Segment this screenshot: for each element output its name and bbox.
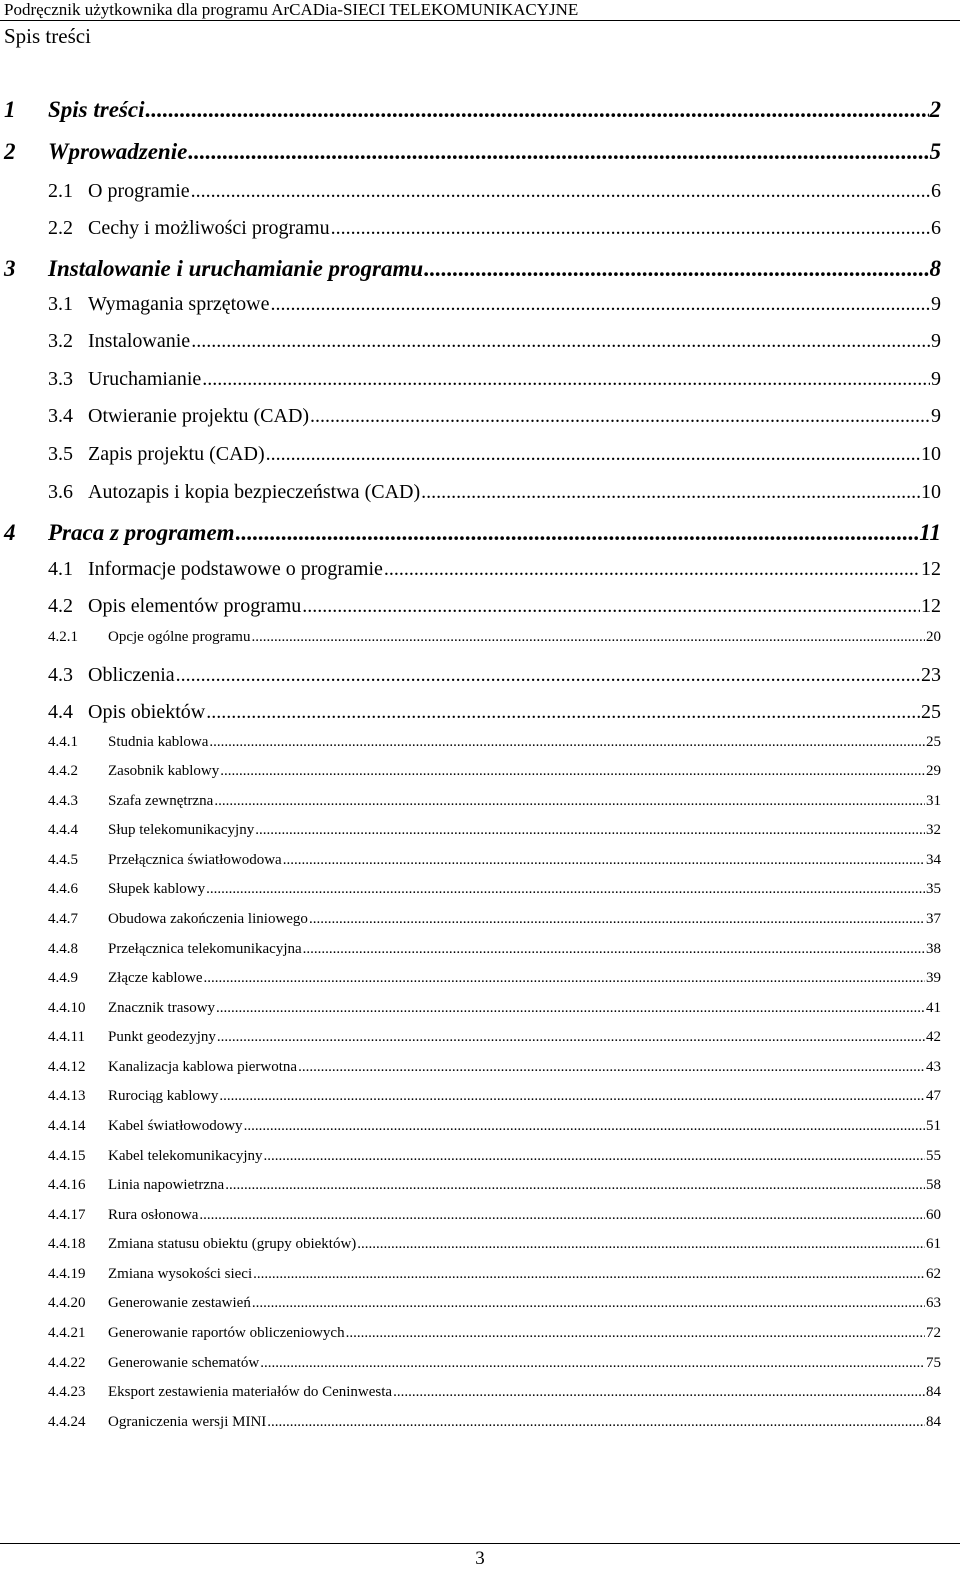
toc-entry-page: 8 [929, 256, 941, 281]
toc-entry-page: 6 [931, 217, 941, 239]
toc-entry[interactable] [48, 443, 941, 469]
toc-entry-number: 4.4.15 [48, 1148, 86, 1164]
toc-leader-dots [260, 1355, 925, 1372]
toc-entry-page: 23 [921, 664, 941, 686]
toc-entry-title: Studnia kablowa [108, 734, 209, 750]
toc-entry-title: Rura osłonowa [108, 1207, 199, 1223]
section-name: Spis treści [4, 24, 91, 48]
toc-leader-dots [283, 852, 925, 869]
toc-entry-page: 35 [926, 881, 941, 897]
toc-entry[interactable] [48, 734, 941, 760]
toc-leader-dots [236, 520, 919, 546]
toc-leader-dots [199, 1207, 925, 1224]
toc-leader-dots [303, 941, 925, 958]
toc-entry[interactable] [4, 97, 941, 123]
toc-entry-title: Rurociąg kablowy [108, 1088, 219, 1104]
toc-leader-dots [255, 822, 925, 839]
toc-entry-title: Ograniczenia wersji MINI [108, 1414, 267, 1430]
toc-entry[interactable] [48, 1384, 941, 1410]
toc-entry-page: 25 [921, 701, 941, 723]
toc-entry-number: 4.4.1 [48, 734, 78, 750]
toc-entry-number: 2.1 [48, 180, 73, 202]
toc-leader-dots [202, 368, 930, 391]
toc-leader-dots [424, 256, 928, 282]
toc-entry[interactable] [48, 664, 941, 690]
toc-entry-number: 4.4.20 [48, 1295, 86, 1311]
toc-leader-dots [384, 558, 920, 581]
toc-entry[interactable] [48, 1207, 941, 1233]
toc-entry-title: Zmiana wysokości sieci [108, 1266, 253, 1282]
toc-entry-page: 5 [929, 139, 941, 164]
toc-entry[interactable] [48, 558, 941, 584]
toc-entry[interactable] [48, 1088, 941, 1114]
toc-entry[interactable] [48, 881, 941, 907]
toc-entry-number: 3.1 [48, 293, 73, 315]
toc-entry-title: Autozapis i kopia bezpieczeństwa (CAD) [88, 481, 421, 503]
footer-divider [0, 1543, 960, 1544]
toc-entry-title: Znacznik trasowy [108, 1000, 216, 1016]
toc-entry-page: 60 [926, 1207, 941, 1223]
toc-entry[interactable] [4, 256, 941, 282]
toc-leader-dots [206, 881, 925, 898]
toc-entry-page: 10 [921, 481, 941, 503]
toc-entry[interactable] [48, 763, 941, 789]
toc-leader-dots [252, 1295, 925, 1312]
toc-entry-page: 51 [926, 1118, 941, 1134]
toc-leader-dots [271, 293, 931, 316]
toc-leader-dots [217, 1029, 925, 1046]
toc-leader-dots [204, 970, 925, 987]
toc-entry-title: Zapis projektu (CAD) [88, 443, 265, 465]
toc-entry-title: Wprowadzenie [48, 139, 188, 164]
toc-entry[interactable] [48, 595, 941, 621]
toc-leader-dots [357, 1236, 925, 1253]
toc-entry-number: 3.4 [48, 405, 73, 427]
toc-entry-page: 43 [926, 1059, 941, 1075]
toc-entry-title: Opis elementów programu [88, 595, 302, 617]
toc-leader-dots [206, 701, 920, 724]
toc-entry-number: 4.2.1 [48, 629, 78, 645]
toc-entry[interactable] [48, 1236, 941, 1262]
toc-entry-number: 4.2 [48, 595, 73, 617]
toc-entry-title: Cechy i możliwości programu [88, 217, 330, 239]
toc-entry-title: Eksport zestawienia materiałów do Ceninwesta [108, 1384, 393, 1400]
toc-entry-number: 3 [4, 256, 16, 281]
toc-entry[interactable] [48, 793, 941, 819]
toc-leader-dots [309, 911, 925, 928]
toc-entry[interactable] [48, 1325, 941, 1351]
toc-entry-number: 4.4.4 [48, 822, 78, 838]
toc-entry-number: 4.4.10 [48, 1000, 86, 1016]
toc-entry-number: 2.2 [48, 217, 73, 239]
toc-entry[interactable] [48, 330, 941, 356]
toc-entry[interactable] [48, 852, 941, 878]
toc-entry-page: 31 [926, 793, 941, 809]
toc-entry-number: 4.4.14 [48, 1118, 86, 1134]
toc-entry-page: 11 [919, 520, 941, 545]
toc-leader-dots [331, 217, 930, 240]
toc-entry[interactable] [48, 701, 941, 727]
toc-leader-dots [219, 1088, 925, 1105]
toc-entry[interactable] [48, 1118, 941, 1144]
toc-entry[interactable] [48, 629, 941, 655]
toc-leader-dots [266, 443, 920, 466]
toc-leader-dots [267, 1414, 925, 1431]
toc-entry-title: Przełącznica telekomunikacyjna [108, 941, 302, 957]
toc-entry-page: 34 [926, 852, 941, 868]
toc-entry-page: 37 [926, 911, 941, 927]
toc-entry-title: Wymagania sprzętowe [88, 293, 270, 315]
toc-entry[interactable] [48, 1177, 941, 1203]
toc-entry-page: 38 [926, 941, 941, 957]
toc-entry-page: 32 [926, 822, 941, 838]
toc-leader-dots [209, 734, 925, 751]
toc-entry-number: 1 [4, 97, 16, 122]
toc-entry-number: 3.2 [48, 330, 73, 352]
toc-entry-page: 9 [931, 330, 941, 352]
toc-entry-page: 9 [931, 405, 941, 427]
toc-entry-number: 4.1 [48, 558, 73, 580]
toc-entry-page: 25 [926, 734, 941, 750]
toc-entry[interactable] [48, 822, 941, 848]
toc-leader-dots [302, 595, 920, 618]
toc-entry-number: 3.5 [48, 443, 73, 465]
toc-entry-title: Przełącznica światłowodowa [108, 852, 282, 868]
toc-leader-dots [251, 629, 925, 646]
toc-entry-number: 4.4.7 [48, 911, 78, 927]
document-header-title: Podręcznik użytkownika dla programu ArCADia-SIECI TELEKOMUNIKACYJNE [4, 0, 579, 19]
toc-entry-number: 4 [4, 520, 16, 545]
toc-entry-number: 4.4.23 [48, 1384, 86, 1400]
toc-entry-page: 6 [931, 180, 941, 202]
toc-entry-page: 75 [926, 1355, 941, 1371]
toc-entry-page: 42 [926, 1029, 941, 1045]
toc-entry-title: Generowanie schematów [108, 1355, 260, 1371]
toc-entry-title: Linia napowietrzna [108, 1177, 225, 1193]
toc-entry-page: 9 [931, 293, 941, 315]
toc-entry-title: Złącze kablowe [108, 970, 203, 986]
toc-leader-dots [225, 1177, 925, 1194]
toc-leader-dots [421, 481, 920, 504]
toc-entry-title: Opis obiektów [88, 701, 206, 723]
toc-leader-dots [244, 1118, 925, 1135]
toc-leader-dots [393, 1384, 925, 1401]
toc-entry[interactable] [48, 941, 941, 967]
toc-entry-number: 4.4.18 [48, 1236, 86, 1252]
toc-entry[interactable] [48, 368, 941, 394]
toc-entry-number: 4.4.2 [48, 763, 78, 779]
page-number: 3 [475, 1548, 485, 1569]
toc-leader-dots [191, 180, 930, 203]
toc-entry-page: 84 [926, 1414, 941, 1430]
toc-entry-number: 4.4.3 [48, 793, 78, 809]
toc-entry[interactable] [48, 1414, 941, 1440]
toc-leader-dots [188, 139, 928, 165]
toc-entry-title: Słup telekomunikacyjny [108, 822, 255, 838]
toc-entry-page: 39 [926, 970, 941, 986]
toc-entry-number: 3.6 [48, 481, 73, 503]
toc-leader-dots [216, 1000, 925, 1017]
toc-entry[interactable] [48, 1029, 941, 1055]
toc-entry[interactable] [48, 180, 941, 206]
toc-entry-title: Obliczenia [88, 664, 175, 686]
toc-entry-title: Instalowanie i uruchamianie programu [48, 256, 424, 281]
toc-entry-title: Instalowanie [88, 330, 191, 352]
toc-entry-page: 20 [926, 629, 941, 645]
toc-entry[interactable] [48, 970, 941, 996]
toc-leader-dots [310, 405, 930, 428]
toc-entry-number: 4.4.17 [48, 1207, 86, 1223]
toc-entry-title: Uruchamianie [88, 368, 202, 390]
toc-entry-page: 58 [926, 1177, 941, 1193]
toc-entry-number: 4.4.22 [48, 1355, 86, 1371]
toc-entry[interactable] [48, 481, 941, 507]
toc-entry-title: Praca z programem [48, 520, 235, 545]
toc-leader-dots [264, 1148, 925, 1165]
toc-entry-page: 12 [921, 595, 941, 617]
toc-leader-dots [214, 793, 925, 810]
toc-entry[interactable] [48, 1148, 941, 1174]
toc-entry[interactable] [48, 405, 941, 431]
toc-entry-title: Otwieranie projektu (CAD) [88, 405, 310, 427]
toc-leader-dots [176, 664, 920, 687]
toc-entry-number: 4.4.24 [48, 1414, 86, 1430]
header-divider [0, 20, 960, 21]
toc-entry[interactable] [48, 1295, 941, 1321]
toc-entry-number: 4.4.16 [48, 1177, 86, 1193]
toc-leader-dots [298, 1059, 925, 1076]
toc-entry-number: 4.3 [48, 664, 73, 686]
toc-entry-number: 4.4.13 [48, 1088, 86, 1104]
toc-entry-title: Kabel światłowodowy [108, 1118, 243, 1134]
toc-leader-dots [220, 763, 925, 780]
toc-entry-number: 4.4 [48, 701, 73, 723]
toc-entry-page: 41 [926, 1000, 941, 1016]
toc-entry-number: 4.4.12 [48, 1059, 86, 1075]
toc-entry[interactable] [48, 911, 941, 937]
toc-entry-page: 72 [926, 1325, 941, 1341]
toc-entry-page: 84 [926, 1384, 941, 1400]
toc-leader-dots [191, 330, 930, 353]
toc-entry-number: 4.4.11 [48, 1029, 85, 1045]
toc-leader-dots [145, 97, 928, 123]
toc-entry-title: O programie [88, 180, 190, 202]
toc-entry-title: Kabel telekomunikacyjny [108, 1148, 263, 1164]
toc-entry[interactable] [48, 293, 941, 319]
toc-entry-page: 47 [926, 1088, 941, 1104]
toc-entry-title: Kanalizacja kablowa pierwotna [108, 1059, 298, 1075]
toc-entry-page: 9 [931, 368, 941, 390]
toc-leader-dots [346, 1325, 925, 1342]
toc-entry-title: Punkt geodezyjny [108, 1029, 216, 1045]
toc-entry-title: Szafa zewnętrzna [108, 793, 214, 809]
toc-entry-number: 4.4.21 [48, 1325, 86, 1341]
toc-entry-number: 4.4.19 [48, 1266, 86, 1282]
toc-entry-page: 61 [926, 1236, 941, 1252]
toc-entry-page: 10 [921, 443, 941, 465]
toc-entry[interactable] [48, 217, 941, 243]
toc-entry[interactable] [4, 520, 941, 546]
toc-entry-number: 4.4.8 [48, 941, 78, 957]
toc-entry-number: 4.4.5 [48, 852, 78, 868]
toc-entry-number: 4.4.9 [48, 970, 78, 986]
toc-entry-title: Spis treści [48, 97, 145, 122]
toc-entry-page: 2 [929, 97, 941, 122]
toc-entry-page: 62 [926, 1266, 941, 1282]
toc-entry-page: 12 [921, 558, 941, 580]
toc-entry-title: Opcje ogólne programu [108, 629, 251, 645]
toc-entry-page: 63 [926, 1295, 941, 1311]
toc-entry-page: 29 [926, 763, 941, 779]
toc-entry-title: Obudowa zakończenia liniowego [108, 911, 308, 927]
toc-entry-title: Słupek kablowy [108, 881, 206, 897]
toc-entry-number: 4.4.6 [48, 881, 78, 897]
toc-entry-title: Generowanie raportów obliczeniowych [108, 1325, 345, 1341]
toc-entry-title: Informacje podstawowe o programie [88, 558, 383, 580]
toc-entry-title: Zmiana statusu obiektu (grupy obiektów) [108, 1236, 357, 1252]
toc-entry[interactable] [48, 1000, 941, 1026]
toc-entry-number: 2 [4, 139, 16, 164]
toc-entry[interactable] [48, 1059, 941, 1085]
toc-entry[interactable] [48, 1266, 941, 1292]
toc-entry-title: Zasobnik kablowy [108, 763, 220, 779]
toc-entry-number: 3.3 [48, 368, 73, 390]
toc-entry-page: 55 [926, 1148, 941, 1164]
toc-entry[interactable] [48, 1355, 941, 1381]
toc-leader-dots [253, 1266, 925, 1283]
toc-entry-title: Generowanie zestawień [108, 1295, 251, 1311]
toc-entry[interactable] [4, 139, 941, 165]
